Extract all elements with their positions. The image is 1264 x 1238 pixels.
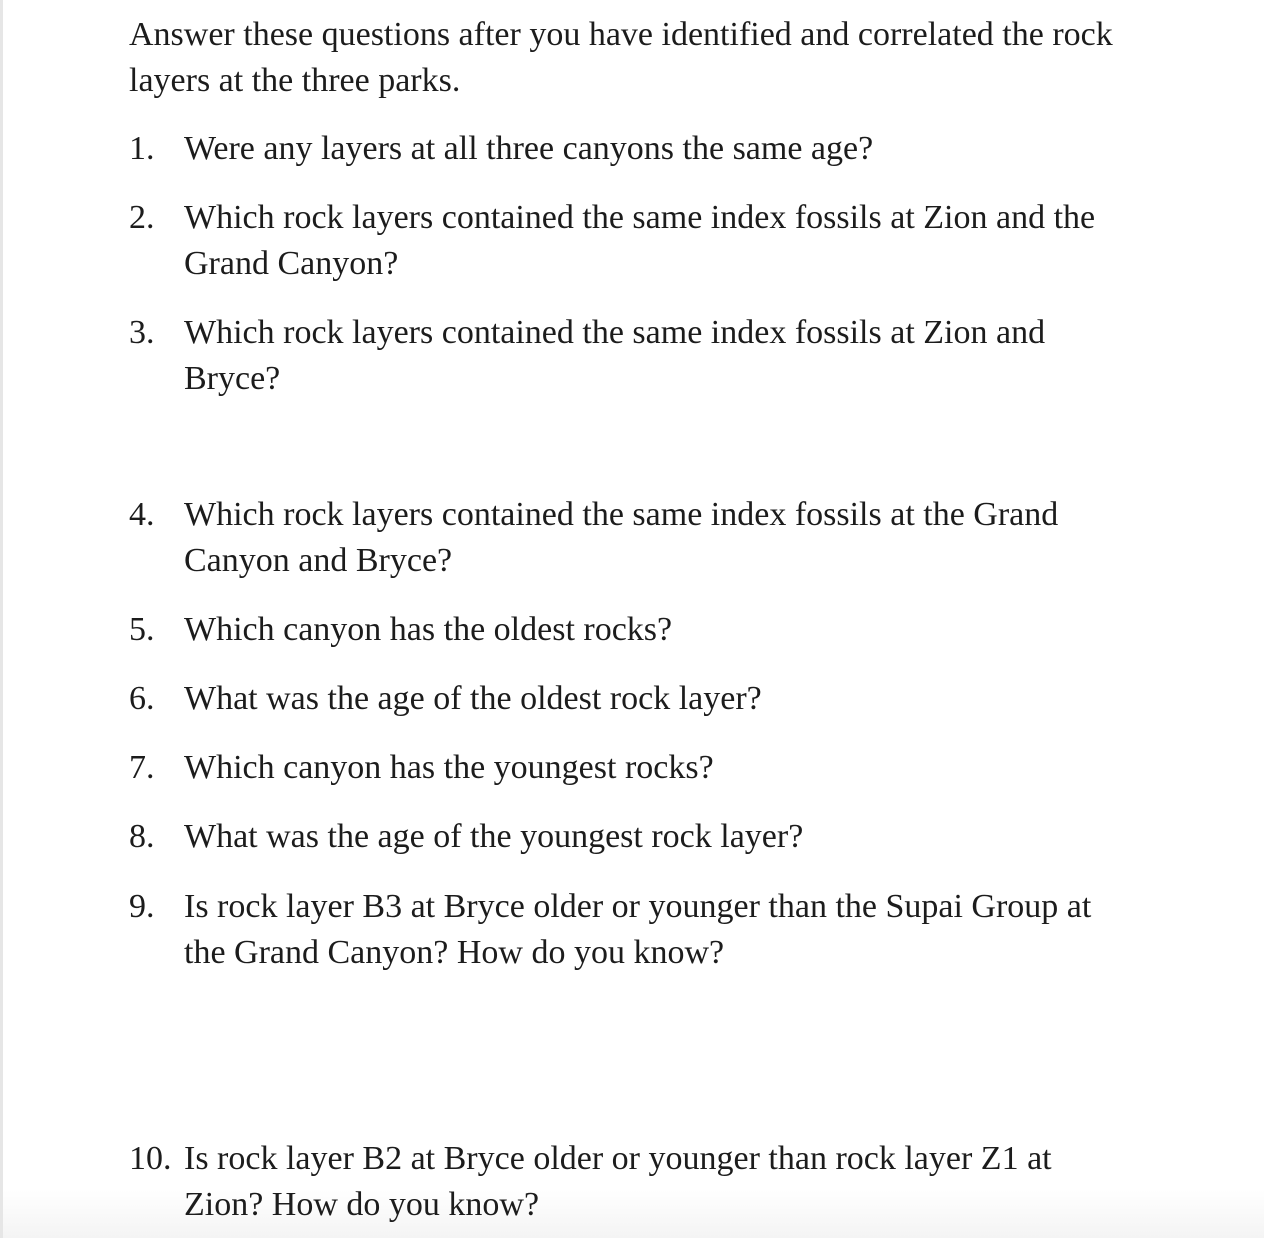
question-item bbox=[129, 745, 1139, 791]
question-text: Which rock layers contained the same index fossils at the Grand Canyon and Bryce? bbox=[184, 496, 1059, 579]
question-text: Were any layers at all three canyons the same age? bbox=[184, 130, 874, 167]
question-number: 8. bbox=[129, 818, 155, 855]
question-text: Is rock layer B3 at Bryce older or younger than the Supai Group at the Grand Canyon? How do you know? bbox=[184, 888, 1092, 971]
question-item bbox=[129, 126, 1139, 172]
question-text: Which canyon has the oldest rocks? bbox=[184, 611, 673, 648]
question-item bbox=[129, 607, 1139, 653]
question-number: 1. bbox=[129, 130, 155, 167]
question-text: Which rock layers contained the same index fossils at Zion and Bryce? bbox=[184, 314, 1046, 397]
question-text: What was the age of the oldest rock layer? bbox=[184, 680, 762, 717]
question-item bbox=[129, 884, 1139, 976]
question-number: 7. bbox=[129, 749, 155, 786]
question-number: 5. bbox=[129, 611, 155, 648]
question-text: What was the age of the youngest rock layer? bbox=[184, 818, 804, 855]
question-number: 9. bbox=[129, 888, 155, 925]
question-item bbox=[129, 195, 1139, 287]
question-item bbox=[129, 1136, 1139, 1228]
instructions-paragraph: Answer these questions after you have identified and correlated the rock layers at the three parks. bbox=[129, 16, 1113, 99]
question-item bbox=[129, 492, 1139, 584]
question-number: 4. bbox=[129, 496, 155, 533]
question-item bbox=[129, 676, 1139, 722]
question-text: Which rock layers contained the same index fossils at Zion and the Grand Canyon? bbox=[184, 199, 1096, 282]
question-item bbox=[129, 814, 1139, 860]
question-text: Which canyon has the youngest rocks? bbox=[184, 749, 714, 786]
question-number: 10. bbox=[129, 1140, 172, 1177]
question-item bbox=[129, 310, 1139, 402]
question-number: 3. bbox=[129, 314, 155, 351]
question-number: 2. bbox=[129, 199, 155, 236]
question-number: 6. bbox=[129, 680, 155, 717]
question-text: Is rock layer B2 at Bryce older or younger than rock layer Z1 at Zion? How do you know? bbox=[184, 1140, 1052, 1223]
